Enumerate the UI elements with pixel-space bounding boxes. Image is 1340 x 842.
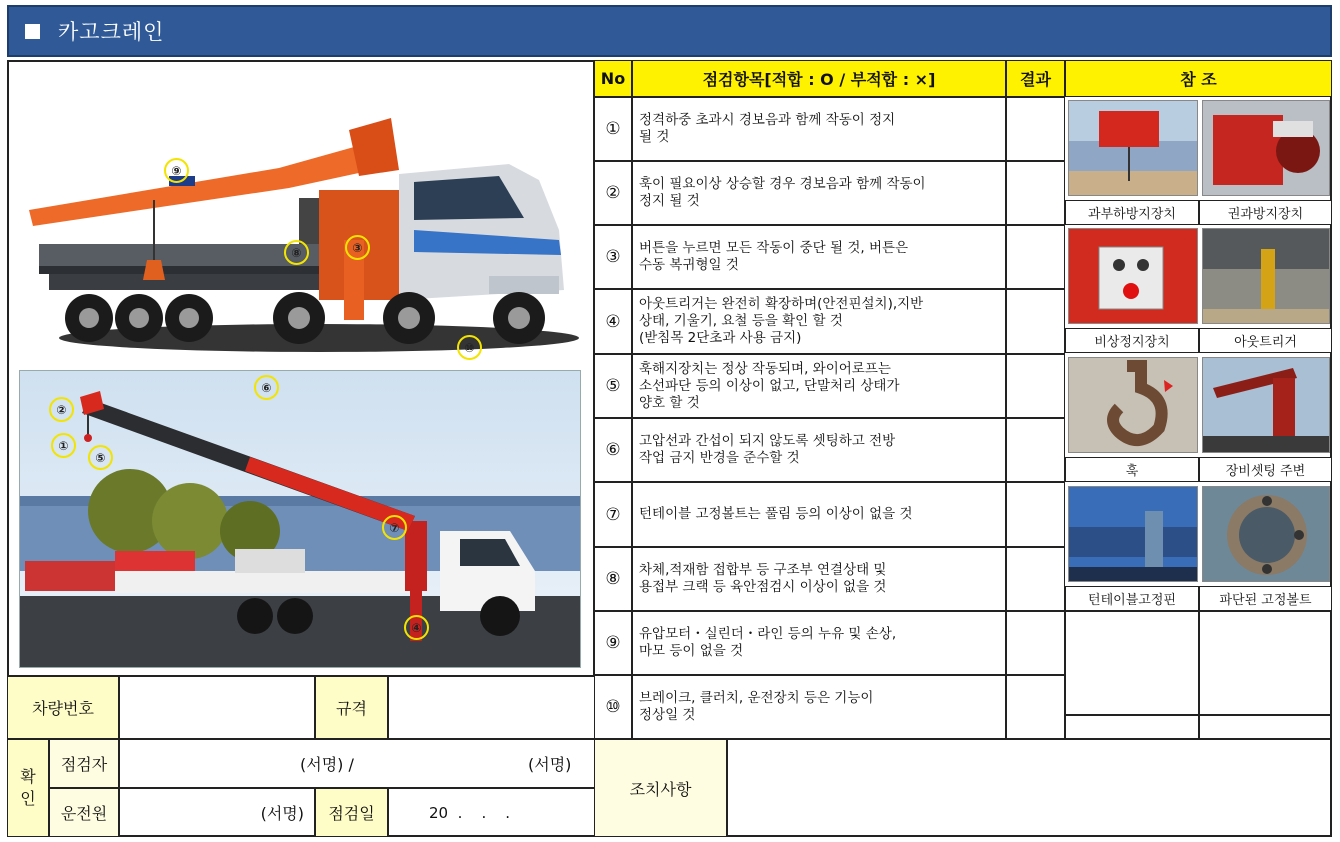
marker-4: ④	[404, 615, 429, 640]
row-no: ⑤	[594, 354, 632, 418]
ref-empty-cell	[1065, 715, 1199, 739]
ref-caption: 훅	[1065, 457, 1199, 482]
marker-5: ⑤	[88, 445, 113, 470]
row-no: ⑨	[594, 611, 632, 675]
row-no: ⑧	[594, 547, 632, 611]
marker-3: ③	[345, 235, 370, 260]
row-text: 브레이크, 클러치, 운전장치 등은 기능이 정상일 것	[632, 675, 1006, 739]
ref-empty-cell	[1065, 611, 1199, 715]
row-result-cell[interactable]	[1006, 611, 1065, 675]
marker-6: ⑥	[254, 375, 279, 400]
row-result-cell[interactable]	[1006, 547, 1065, 611]
ref-image-overwind	[1202, 100, 1330, 196]
row-no: ⑦	[594, 482, 632, 547]
vehicle-no-label: 차량번호	[7, 676, 119, 739]
spec-label: 규격	[315, 676, 388, 739]
ref-image-broken-bolt	[1202, 486, 1330, 582]
row-no: ⑥	[594, 418, 632, 482]
confirm-label: 확 인	[7, 739, 49, 837]
ref-image-hook	[1068, 357, 1198, 453]
header-result: 결과	[1006, 60, 1065, 97]
row-text: 유압모터・실린더・라인 등의 누유 및 손상, 마모 등이 없을 것	[632, 611, 1006, 675]
row-text: 턴테이블 고정볼트는 풀림 등의 이상이 없을 것	[632, 482, 1006, 547]
action-field[interactable]	[727, 739, 1332, 837]
ref-caption: 과부하방지장치	[1065, 200, 1199, 225]
row-result-cell[interactable]	[1006, 289, 1065, 354]
square-icon	[25, 24, 40, 39]
row-result-cell[interactable]	[1006, 225, 1065, 289]
row-text: 차체,적재함 접합부 등 구조부 연결상태 및 용접부 크랙 등 육안점검시 이상이 없을 것	[632, 547, 1006, 611]
driver-label: 운전원	[49, 788, 119, 837]
date-label: 점검일	[315, 788, 388, 837]
ref-image-turntable-pin	[1068, 486, 1198, 582]
ref-caption: 파단된 고정볼트	[1199, 586, 1332, 611]
marker-2: ②	[49, 397, 74, 422]
inspector-label: 점검자	[49, 739, 119, 788]
row-result-cell[interactable]	[1006, 482, 1065, 547]
row-text: 훅해지장치는 정상 작동되며, 와이어로프는 소선파단 등의 이상이 없고, 단말처리 상태가 양호 할 것	[632, 354, 1006, 418]
photo-panel	[7, 60, 595, 676]
row-no: ③	[594, 225, 632, 289]
spec-field[interactable]	[388, 676, 595, 739]
row-text: 아웃트리거는 완전히 확장하며(안전핀설치),지반 상태, 기울기, 요철 등을 확인 할 것 (받침목 2단초과 사용 금지)	[632, 289, 1006, 354]
inspector-sign-2: (서명)	[528, 755, 572, 774]
row-no: ②	[594, 161, 632, 225]
page-title: 카고크레인	[58, 20, 165, 44]
header-no: No	[594, 60, 632, 97]
checklist-table	[594, 60, 1332, 740]
row-text: 훅이 필요이상 상승할 경우 경보음과 함께 작동이 정지 될 것	[632, 161, 1006, 225]
row-result-cell[interactable]	[1006, 418, 1065, 482]
cargo-crane-photo-1	[19, 80, 579, 380]
ref-empty-cell	[1199, 715, 1332, 739]
date-value: 20 . . .	[429, 803, 511, 822]
vehicle-no-field[interactable]	[119, 676, 315, 739]
ref-caption: 권과방지장치	[1199, 200, 1332, 225]
marker-8: ⑧	[284, 240, 309, 265]
row-no: ①	[594, 97, 632, 161]
marker-9: ⑨	[164, 158, 189, 183]
row-text: 정격하중 초과시 경보음과 함께 작동이 정지 될 것	[632, 97, 1006, 161]
inspector-sign-field[interactable]	[119, 739, 595, 788]
date-field[interactable]	[388, 788, 595, 837]
header-ref: 참 조	[1065, 60, 1332, 97]
row-no: ⑩	[594, 675, 632, 739]
ref-caption: 턴테이블고정핀	[1065, 586, 1199, 611]
row-text: 고압선과 간섭이 되지 않도록 셋팅하고 전방 작업 금지 반경을 준수할 것	[632, 418, 1006, 482]
ref-caption: 장비셋팅 주변	[1199, 457, 1332, 482]
ref-empty-cell	[1199, 611, 1332, 715]
ref-image-overload	[1068, 100, 1198, 196]
ref-image-equipment-setting	[1202, 357, 1330, 453]
row-result-cell[interactable]	[1006, 161, 1065, 225]
action-label: 조치사항	[594, 739, 727, 837]
inspector-sign-1: (서명) /	[300, 755, 354, 774]
ref-caption: 아웃트리거	[1199, 328, 1332, 353]
ref-image-outrigger	[1202, 228, 1330, 324]
title-bar	[7, 5, 1332, 57]
cargo-crane-photo-2	[19, 370, 581, 668]
row-result-cell[interactable]	[1006, 354, 1065, 418]
ref-caption: 비상정지장치	[1065, 328, 1199, 353]
driver-sign-field[interactable]	[119, 788, 315, 837]
marker-7: ⑦	[382, 515, 407, 540]
ref-image-emergency-stop	[1068, 228, 1198, 324]
row-text: 버튼을 누르면 모든 작동이 중단 될 것, 버튼은 수동 복귀형일 것	[632, 225, 1006, 289]
row-no: ④	[594, 289, 632, 354]
marker-1: ①	[51, 433, 76, 458]
driver-sign: (서명)	[260, 804, 304, 823]
row-result-cell[interactable]	[1006, 675, 1065, 739]
header-item: 점검항목[적합 : O / 부적합 : ×]	[632, 60, 1006, 97]
marker-10: ⑩	[457, 335, 482, 360]
row-result-cell[interactable]	[1006, 97, 1065, 161]
